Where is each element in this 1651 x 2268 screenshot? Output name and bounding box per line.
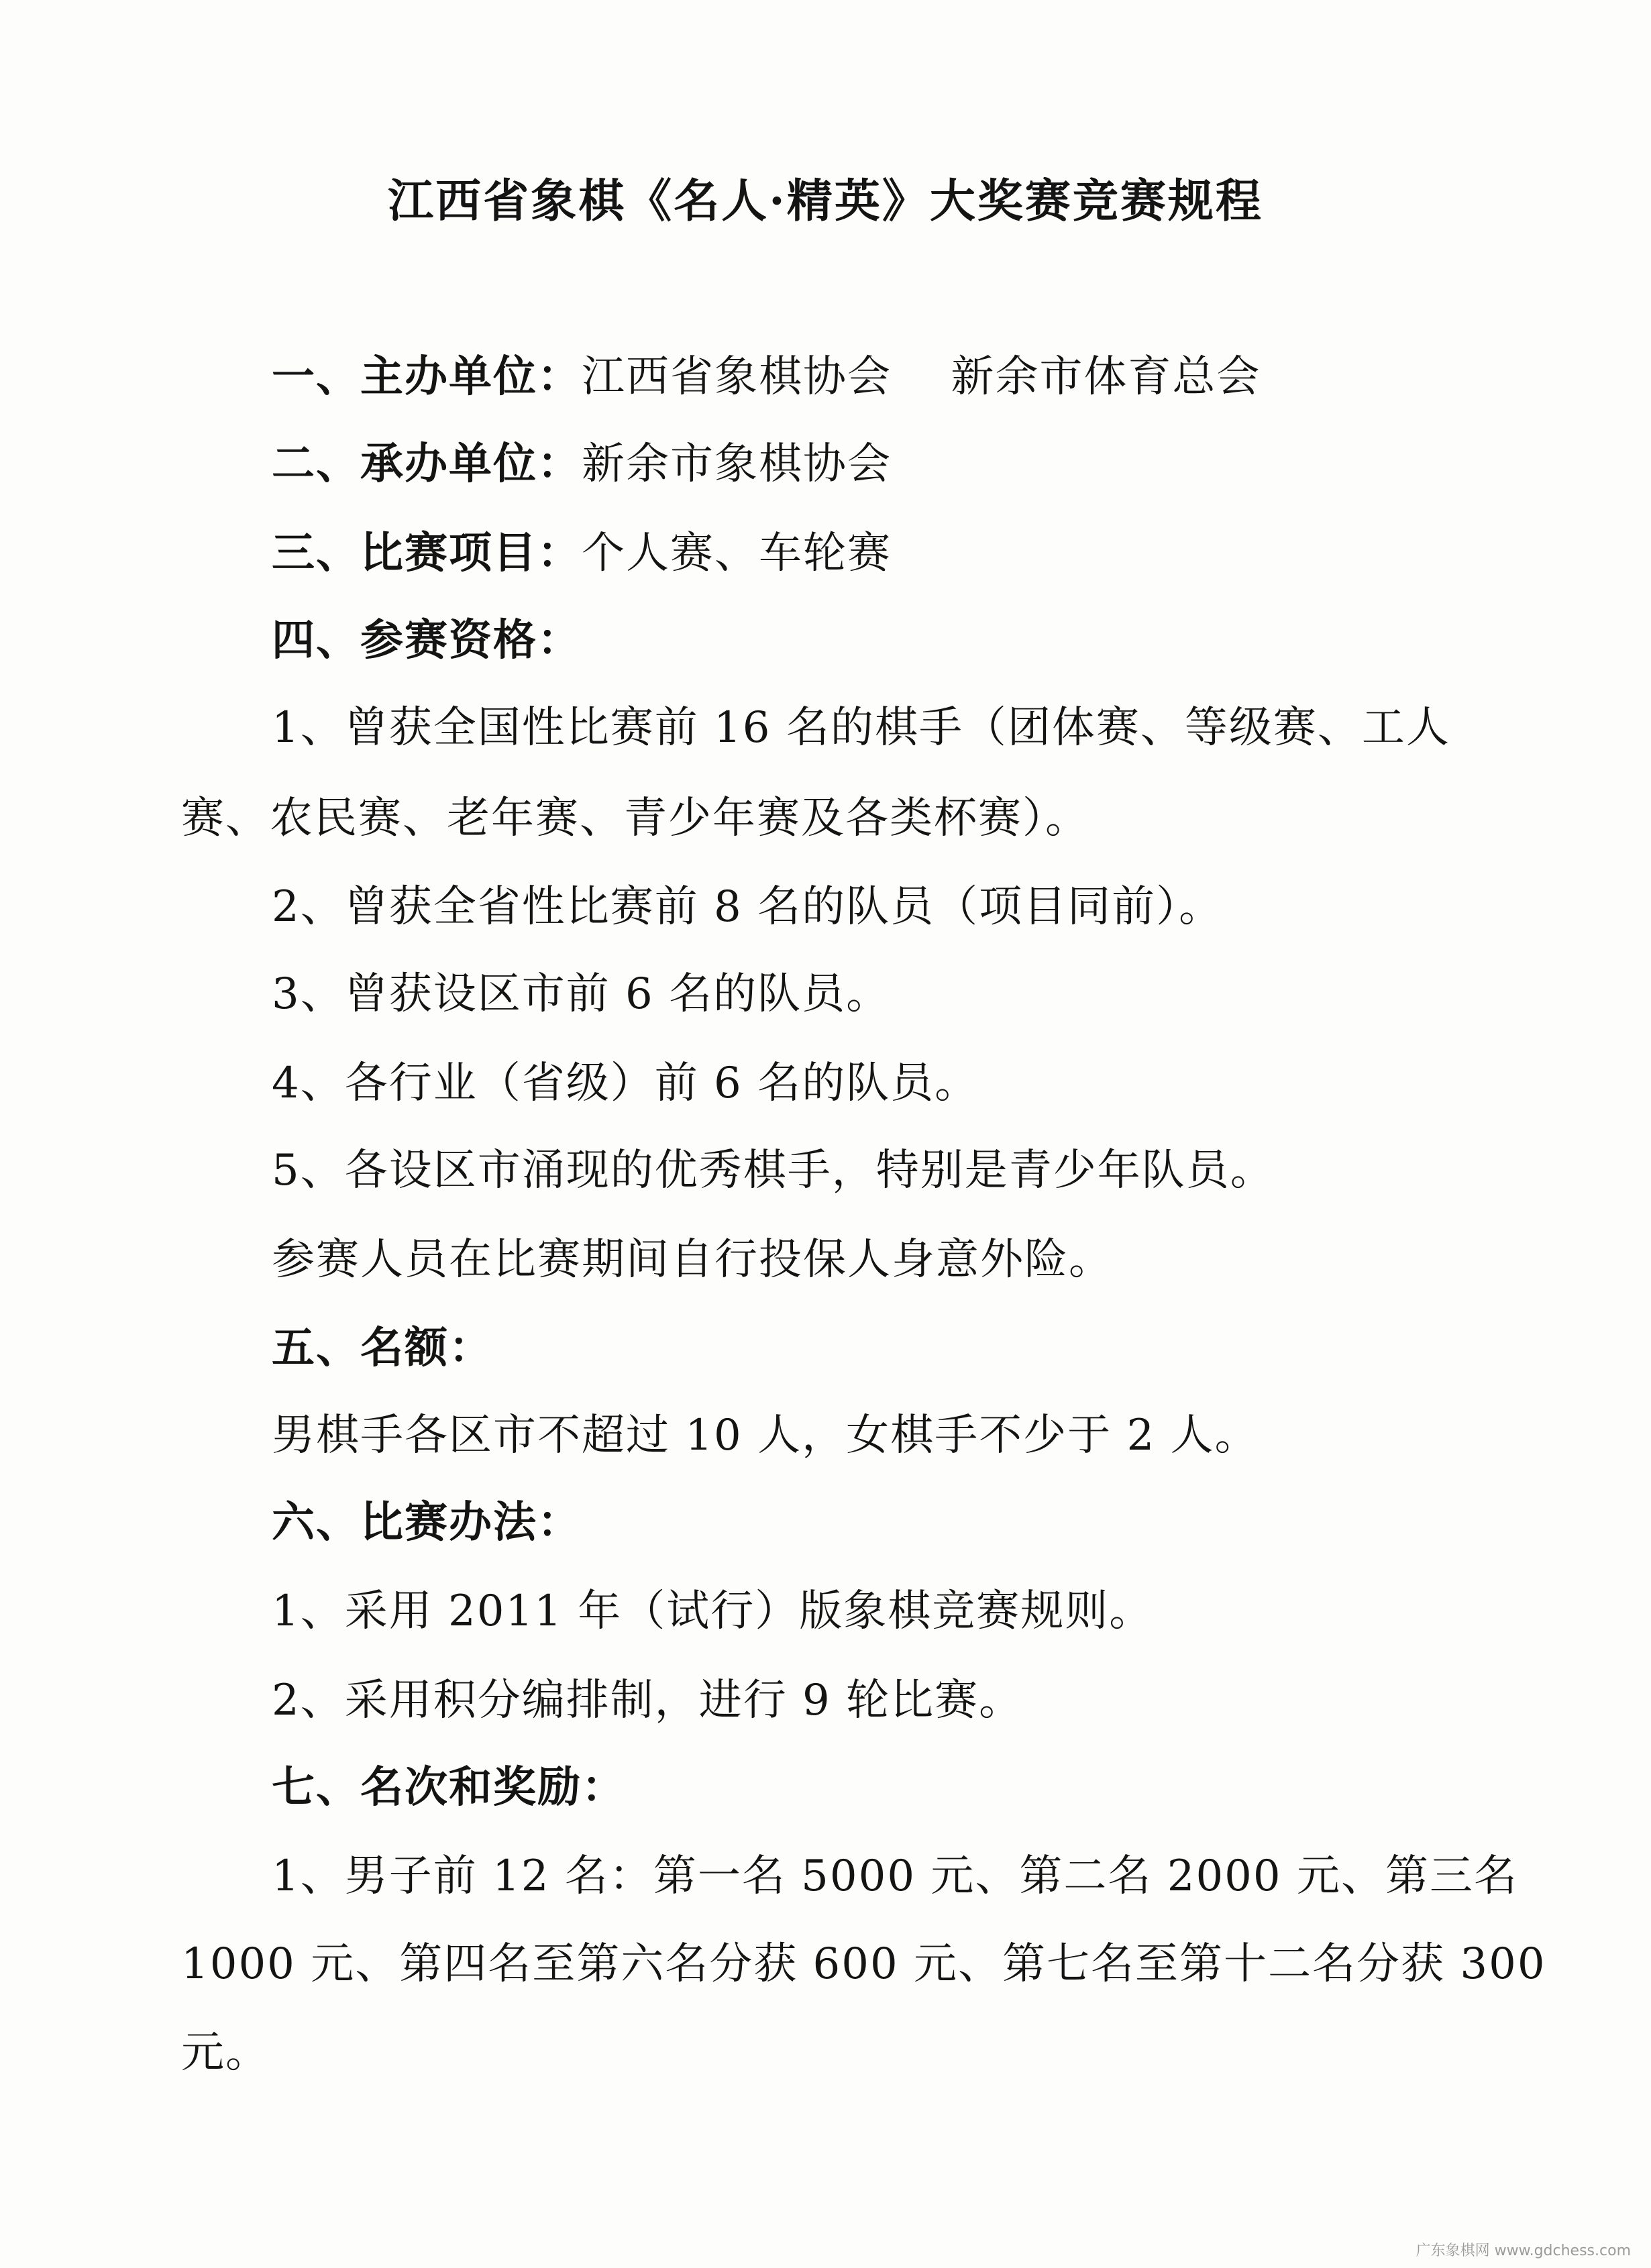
method-item: 1、采用 2011 年（试行）版象棋竞赛规则。	[272, 1586, 1154, 1636]
section-host-text: 新余市象棋协会	[582, 439, 892, 489]
section-method-heading: 六、比赛办法：	[272, 1497, 582, 1548]
section-organizer-text: 江西省象棋协会 新余市体育总会	[582, 352, 1261, 402]
section-awards-heading: 七、名次和奖励：	[272, 1762, 626, 1813]
eligibility-item: 4、各行业（省级）前 6 名的队员。	[272, 1059, 979, 1108]
section-host-heading: 二、承办单位：	[272, 439, 582, 489]
eligibility-item: 5、各设区市涌现的优秀棋手，特别是青少年队员。	[272, 1146, 1275, 1195]
section-organizer-heading: 一、主办单位：	[272, 352, 582, 402]
section-events	[272, 527, 892, 580]
method-item: 2、采用积分编排制，进行 9 轮比赛。	[272, 1676, 1024, 1725]
eligibility-note: 参赛人员在比赛期间自行投保人身意外险。	[272, 1235, 1113, 1285]
section-eligibility-heading: 四、参赛资格：	[272, 615, 582, 665]
document-title: 江西省象棋《名人·精英》大奖赛竞赛规程	[388, 174, 1263, 228]
section-events-text: 个人赛、车轮赛	[582, 529, 892, 578]
section-organizer	[272, 350, 1261, 404]
eligibility-item: 2、曾获全省性比赛前 8 名的队员（项目同前）。	[272, 882, 1224, 932]
site-watermark: 广东象棋网 www.gdchess.com	[1416, 2243, 1631, 2259]
section-quota-text: 男棋手各区市不超过 10 人，女棋手不少于 2 人。	[272, 1411, 1259, 1460]
awards-item: 元。	[181, 2028, 270, 2077]
awards-item: 1000 元、第四名至第六名分获 600 元、第七名至第十二名分获 300	[181, 1939, 1546, 1989]
eligibility-item: 3、曾获设区市前 6 名的队员。	[272, 969, 891, 1019]
eligibility-item: 1、曾获全国性比赛前 16 名的棋手（团体赛、等级赛、工人	[272, 703, 1450, 753]
section-quota-heading: 五、名额：	[272, 1323, 493, 1373]
awards-item: 1、男子前 12 名：第一名 5000 元、第二名 2000 元、第三名	[272, 1851, 1518, 1901]
section-events-heading: 三、比赛项目：	[272, 528, 582, 578]
section-host	[272, 437, 892, 491]
eligibility-item: 赛、农民赛、老年赛、青少年赛及各类杯赛）。	[181, 794, 1089, 843]
